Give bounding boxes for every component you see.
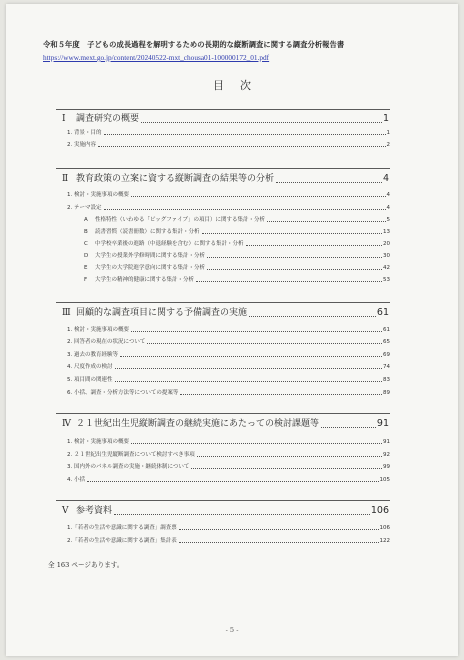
leader-dots bbox=[197, 456, 382, 457]
entry-page: 91 bbox=[383, 439, 390, 445]
leader-dots bbox=[207, 269, 382, 270]
section-page: 106 bbox=[370, 505, 389, 516]
leader-dots bbox=[179, 542, 379, 543]
leader-dots bbox=[202, 233, 382, 234]
page-count-note: 全 163 ページあります。 bbox=[48, 561, 124, 569]
toc-section[interactable] bbox=[62, 110, 389, 124]
section-title: 教育政策の立案に資する縦断調査の結果等の分析 bbox=[76, 174, 275, 184]
toc-entry[interactable] bbox=[67, 337, 390, 345]
leader-dots bbox=[104, 134, 386, 135]
subentry-letter: E bbox=[84, 265, 88, 271]
toc-subentry[interactable] bbox=[84, 251, 390, 259]
section-divider bbox=[56, 302, 390, 303]
leader-dots bbox=[267, 221, 385, 222]
toc-subentry[interactable] bbox=[84, 275, 390, 283]
toc-subentry[interactable] bbox=[84, 239, 390, 247]
entry-label: 4. 尺度作成の検討 bbox=[67, 364, 113, 370]
subentry-label: 性格特性（いわゆる「ビッグファイブ」の項目）に関する集計・分析 bbox=[95, 217, 266, 223]
entry-page: 106 bbox=[379, 525, 390, 531]
leader-dots bbox=[98, 146, 386, 147]
toc-entry[interactable] bbox=[67, 388, 390, 396]
entry-label: 2. 実施内容 bbox=[67, 142, 96, 148]
entry-label: 3. 国内外のパネル調査の実施・継続体制について bbox=[67, 464, 190, 470]
entry-label: 1. 背景・目的 bbox=[67, 130, 102, 136]
leader-dots bbox=[141, 122, 382, 123]
entry-page: 122 bbox=[379, 538, 390, 544]
section-title: 調査研究の概要 bbox=[76, 114, 140, 124]
toc-entry[interactable] bbox=[67, 437, 390, 445]
entry-page: 4 bbox=[386, 192, 390, 198]
toc-entry[interactable] bbox=[67, 190, 390, 198]
leader-dots bbox=[131, 443, 382, 444]
source-url[interactable]: https://www.mext.go.jp/content/20240522-mxt_chousa01-100000172_01.pdf bbox=[43, 53, 270, 62]
leader-dots bbox=[321, 427, 376, 428]
page-number: - 5 - bbox=[225, 626, 239, 634]
entry-label: 2.「若者の生活や意識に関する調査」集計表 bbox=[67, 538, 177, 544]
toc-entry[interactable] bbox=[67, 362, 390, 370]
toc-section[interactable] bbox=[62, 304, 389, 318]
toc-subentry[interactable] bbox=[84, 227, 390, 235]
toc-entry[interactable] bbox=[67, 325, 390, 333]
leader-dots bbox=[131, 196, 386, 197]
leader-dots bbox=[191, 468, 382, 469]
subentry-page: 5 bbox=[386, 217, 390, 223]
entry-page: 74 bbox=[383, 364, 390, 370]
section-numeral: Ⅴ bbox=[62, 506, 69, 516]
toc-entry[interactable] bbox=[67, 536, 390, 544]
section-title: 回顧的な調査項目に関する予備調査の実施 bbox=[76, 308, 248, 318]
leader-dots bbox=[249, 316, 376, 317]
leader-dots bbox=[104, 209, 386, 210]
entry-label: 2. ２１世紀出生児縦断調査について検討すべき事項 bbox=[67, 452, 195, 458]
subentry-letter: A bbox=[84, 217, 88, 223]
subentry-page: 53 bbox=[383, 277, 390, 283]
section-numeral: Ⅲ bbox=[62, 308, 71, 318]
entry-label: 5. 項目間の関連性 bbox=[67, 377, 113, 383]
subentry-letter: C bbox=[84, 241, 88, 247]
section-divider bbox=[56, 413, 390, 414]
entry-label: 2. テーマ設定 bbox=[67, 205, 102, 211]
subentry-label: 大学生の精神的健康に関する集計・分析 bbox=[95, 277, 195, 283]
leader-dots bbox=[276, 182, 382, 183]
subentry-letter: F bbox=[84, 277, 88, 283]
subentry-page: 13 bbox=[383, 229, 390, 235]
section-page: 4 bbox=[382, 173, 389, 184]
subentry-label: 読書習慣（読書冊数）に関する集計・分析 bbox=[95, 229, 200, 235]
subentry-label: 中学校卒業後の進路（中退経験を含む）に関する集計・分析 bbox=[95, 241, 244, 247]
entry-page: 1 bbox=[386, 130, 390, 136]
subentry-label: 大学生の大学院進学意向に関する集計・分析 bbox=[95, 265, 206, 271]
entry-page: 4 bbox=[386, 205, 390, 211]
section-numeral: Ⅳ bbox=[62, 419, 71, 429]
leader-dots bbox=[115, 368, 383, 369]
toc-entry[interactable] bbox=[67, 523, 390, 531]
leader-dots bbox=[196, 281, 382, 282]
entry-page: 69 bbox=[383, 352, 390, 358]
leader-dots bbox=[87, 481, 379, 482]
subentry-page: 30 bbox=[383, 253, 390, 259]
entry-label: 1. 検討・実施事項の概要 bbox=[67, 192, 129, 198]
section-page: 91 bbox=[376, 418, 389, 429]
subentry-letter: B bbox=[84, 229, 88, 235]
toc-subentry[interactable] bbox=[84, 215, 390, 223]
entry-page: 83 bbox=[383, 377, 390, 383]
leader-dots bbox=[115, 381, 383, 382]
entry-page: 92 bbox=[383, 452, 390, 458]
entry-page: 99 bbox=[383, 464, 390, 470]
subentry-label: 大学生の授業外学修時間に関する集計・分析 bbox=[95, 253, 206, 259]
toc-entry[interactable] bbox=[67, 350, 390, 358]
section-page: 61 bbox=[376, 307, 389, 318]
toc-entry[interactable] bbox=[67, 450, 390, 458]
entry-page: 61 bbox=[383, 327, 390, 333]
section-divider bbox=[56, 500, 390, 501]
toc-subentry[interactable] bbox=[84, 263, 390, 271]
section-title: ２１世紀出生児縦断調査の継続実施にあたっての検討課題等 bbox=[76, 419, 320, 429]
subentry-page: 42 bbox=[383, 265, 390, 271]
entry-page: 89 bbox=[383, 390, 390, 396]
leader-dots bbox=[207, 257, 382, 258]
entry-label: 3. 過去の教育経験等 bbox=[67, 352, 118, 358]
toc-entry[interactable] bbox=[67, 475, 390, 483]
leader-dots bbox=[179, 529, 379, 530]
entry-label: 2. 回答者の現在の状況について bbox=[67, 339, 146, 345]
entry-page: 105 bbox=[379, 477, 390, 483]
section-numeral: Ⅰ bbox=[62, 114, 66, 124]
section-numeral: Ⅱ bbox=[62, 174, 69, 184]
toc-section[interactable] bbox=[62, 502, 389, 516]
leader-dots bbox=[120, 356, 382, 357]
section-title: 参考資料 bbox=[76, 506, 113, 516]
entry-label: 1.「若者の生活や意識に関する調査」調査票 bbox=[67, 525, 177, 531]
toc-section[interactable] bbox=[62, 170, 389, 184]
toc-entry[interactable] bbox=[67, 140, 390, 148]
entry-label: 4. 小括 bbox=[67, 477, 85, 483]
toc-entry[interactable] bbox=[67, 203, 390, 211]
subentry-letter: D bbox=[84, 253, 89, 259]
leader-dots bbox=[114, 514, 370, 515]
section-divider bbox=[56, 168, 390, 169]
toc-entry[interactable] bbox=[67, 128, 390, 136]
leader-dots bbox=[147, 343, 382, 344]
toc-section[interactable] bbox=[62, 415, 389, 429]
leader-dots bbox=[180, 394, 382, 395]
entry-page: 2 bbox=[386, 142, 390, 148]
toc-entry[interactable] bbox=[67, 375, 390, 383]
leader-dots bbox=[246, 245, 382, 246]
section-page: 1 bbox=[382, 113, 389, 124]
entry-page: 65 bbox=[383, 339, 390, 345]
entry-label: 1. 検討・実施事項の概要 bbox=[67, 327, 129, 333]
leader-dots bbox=[131, 331, 382, 332]
document-title: 令和５年度 子どもの成長過程を解明するための長期的な縦断調査に関する調査分析報告書 bbox=[43, 40, 345, 49]
entry-label: 6. 小括、調査・分析方法等についての提案等 bbox=[67, 390, 179, 396]
toc-entry[interactable] bbox=[67, 462, 390, 470]
entry-label: 1. 検討・実施事項の概要 bbox=[67, 439, 129, 445]
toc-heading: 目次 bbox=[213, 79, 267, 92]
subentry-page: 20 bbox=[383, 241, 390, 247]
